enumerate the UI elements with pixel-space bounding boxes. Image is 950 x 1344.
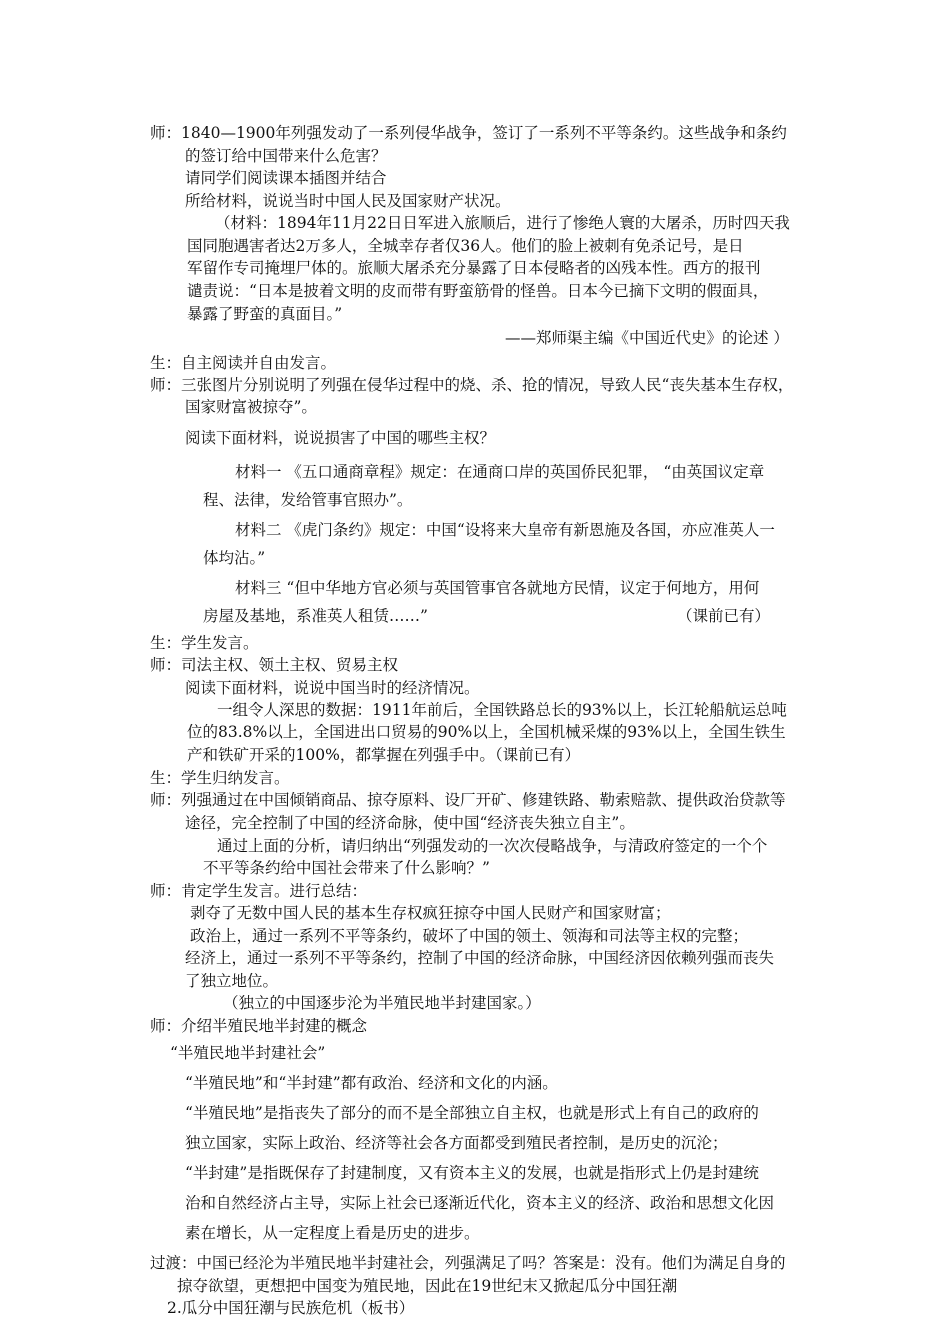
text-line: 谴责说：“日本是披着文明的皮而带有野蛮筋骨的怪兽。日本今已摘下文明的假面具，	[187, 282, 769, 300]
text-line: 独立国家，实际上政治、经济等社会各方面都受到殖民者控制，是历史的沉沦；	[185, 1134, 728, 1152]
text-line: 治和自然经济占主导，实际上社会已逐渐近代化，资本主义的经济、政治和思想文化因	[185, 1194, 775, 1212]
note: （课前已有）	[677, 607, 771, 625]
text-line: 途径，完全控制了中国的经济命脉，使中国“经济丧失独立自主”。	[185, 814, 635, 832]
text-line: 过渡：中国已经沦为半殖民地半封建社会，列强满足了吗？答案是：没有。他们为满足自身的	[150, 1254, 786, 1272]
text-line: 生：学生发言。	[150, 634, 259, 652]
text-line: 暴露了野蛮的真面目。”	[187, 305, 343, 323]
text-line: 军留作专司掩埋尸体的。旅顺大屠杀充分暴露了日本侵略者的凶残本性。西方的报刊	[187, 259, 761, 277]
text-line: 了独立地位。	[185, 972, 279, 990]
text-line: 的签订给中国带来什么危害？	[185, 147, 387, 165]
text-line: 一组令人深思的数据：1911年前后，全国铁路总长的93%以上，长江轮船航运总吨	[217, 701, 787, 719]
text-line: “半殖民地半封建社会”	[170, 1044, 326, 1062]
section-heading: 2.瓜分中国狂潮与民族危机（板书）	[167, 1299, 415, 1317]
text-line: （独立的中国逐步沦为半殖民地半封建国家。）	[223, 994, 541, 1012]
text-line: 师：1840—1900年列强发动了一系列侵华战争，签订了一系列不平等条约。这些战争和条约	[150, 124, 787, 142]
text-line: （材料：1894年11月22日日军进入旅顺后，进行了惨绝人寰的大屠杀，历时四天我	[215, 214, 790, 232]
text-line: 师：列强通过在中国倾销商品、掠夺原料、设厂开矿、修建铁路、勒索赔款、提供政治贷款等	[150, 791, 786, 809]
text-line: 不平等条约给中国社会带来了什么影响？”	[203, 859, 490, 877]
text-line: “半殖民地”是指丧失了部分的而不是全部独立自主权，也就是形式上有自己的政府的	[185, 1104, 759, 1122]
text-line: 程、法律，发给管事官照办”。	[203, 491, 413, 509]
text-line: 生：学生归纳发言。	[150, 769, 290, 787]
text-line: 材料三 “但中华地方官必须与英国管事官各就地方民情，议定于何地方，用何	[235, 579, 760, 597]
text-line: 素在增长，从一定程度上看是历史的进步。	[185, 1224, 480, 1242]
text-line: 师：介绍半殖民地半封建的概念	[150, 1017, 368, 1035]
text-line: 体均沾。”	[203, 549, 266, 567]
text-line: 师：肯定学生发言。进行总结：	[150, 882, 368, 900]
text-line: 师：三张图片分别说明了列强在侵华过程中的烧、杀、抢的情况，导致人民“丧失基本生存权，	[150, 376, 794, 394]
text-line: 请同学们阅读课本插图并结合	[185, 169, 387, 187]
text-line: 经济上，通过一系列不平等条约，控制了中国的经济命脉，中国经济因依赖列强而丧失	[185, 949, 775, 967]
text-line: “半封建”是指既保存了封建制度，又有资本主义的发展，也就是指形式上仍是封建统	[185, 1164, 759, 1182]
text-line: 生：自主阅读并自由发言。	[150, 354, 337, 372]
text-line: 剥夺了无数中国人民的基本生存权疯狂掠夺中国人民财产和国家财富；	[190, 904, 671, 922]
text-line: 国同胞遇害者达2万多人，全城幸存者仅36人。他们的脸上被刺有免杀记号，是日	[187, 237, 744, 255]
text-line: 通过上面的分析，请归纳出“列强发动的一次次侵略战争，与清政府签定的一个个	[217, 837, 768, 855]
text-line: 位的83.8%以上，全国进出口贸易的90%以上，全国机械采煤的93%以上，全国生铁生	[187, 723, 786, 741]
text-line: “半殖民地”和“半封建”都有政治、经济和文化的内涵。	[185, 1074, 558, 1092]
text-line: 房屋及基地，系准英人租赁……”	[203, 607, 428, 625]
text-line: 材料二 《虎门条约》规定：中国“设将来大皇帝有新恩施及各国，亦应准英人一	[235, 521, 775, 539]
text-line: 师：司法主权、领土主权、贸易主权	[150, 656, 399, 674]
text-line: 政治上，通过一系列不平等条约，破坏了中国的领土、领海和司法等主权的完整；	[190, 927, 749, 945]
text-line: 材料一 《五口通商章程》规定：在通商口岸的英国侨民犯罪， “由英国议定章	[235, 463, 765, 481]
citation: ——郑师渠主编《中国近代史》的论述 ）	[505, 329, 789, 347]
text-line: 产和铁矿开采的100%，都掌握在列强手中。（课前已有）	[187, 746, 581, 764]
text-line: 所给材料，说说当时中国人民及国家财产状况。	[185, 192, 511, 210]
text-line: 阅读下面材料，说说损害了中国的哪些主权？	[185, 429, 496, 447]
text-line: 国家财富被掠夺”。	[185, 398, 317, 416]
text-line: 掠夺欲望，更想把中国变为殖民地，因此在19世纪末又掀起瓜分中国狂潮	[177, 1277, 678, 1295]
text-line: 阅读下面材料，说说中国当时的经济情况。	[185, 679, 480, 697]
